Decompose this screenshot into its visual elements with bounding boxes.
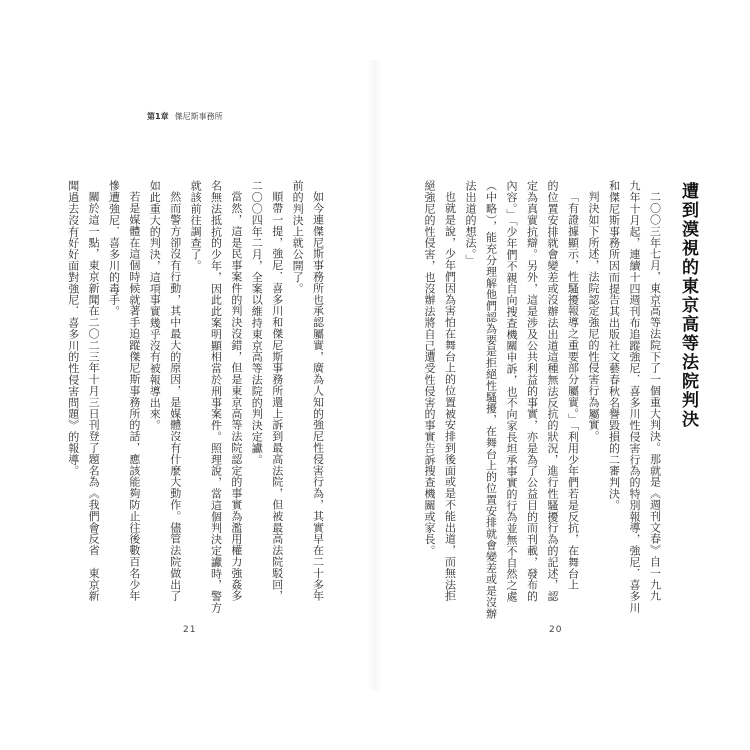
chapter-label: 第1章 [147,112,169,121]
body-line: 二〇〇四年二月，全案以維持東京高等法院的判決定讞。 [250,180,264,465]
body-line: 如今連傑尼斯事務所也承認屬實，廣為人知的強尼性侵害行為，其實早在二十多年 [311,191,325,602]
body-line: 慘遭強尼．喜多川的毒手。 [107,180,121,317]
body-line: 關於這一點，東京新聞在二〇二三年十月三日刊登了題名為《我們會反省 東京新 [87,191,101,602]
body-line: 若是媒體在這個時候就著手追蹤傑尼斯事務所的話，應該能夠防止往後數百名少年 [127,191,141,602]
page-number: 21 [183,625,197,635]
body-line: 也就是說，少年們因為害怕在舞台上的位置被安排到後面或是不能出道，而無法拒 [443,191,457,602]
body-line: 然而警方卻沒有行動，其中最大的原因，是媒體沒有什麼大動作。儘管法院做出了 [168,191,182,602]
body-line: 前的判決上就公開了。 [291,180,305,294]
page-number: 20 [549,625,563,635]
body-line: 絕強尼的性侵害，也沒辦法將自己遭受性侵害的事實告訴搜查機關或家長。 [423,180,436,557]
body-line: 「有證據顯示，性騷擾報導之重要部分屬實。」「利用少年們若是反抗，在舞台上 [566,191,580,591]
body-line: （中略），能充分理解他們認為要是拒絕性騷擾，在舞台上的位置安排就會變差或是沒辦 [484,180,498,620]
body-line: 判決如下所述，法院認定強尼的性侵害行為屬實。 [587,191,600,443]
body-line: 名無法抵抗的少年，因此此案明顯相當於刑事案件。照理說，當這個判決定讞時，警方 [209,180,223,614]
page-gutter [368,60,382,690]
body-line: 順帶一提，強尼．喜多川和傑尼斯事務所還上訴到最高法院，但被最高法院駁回， [270,191,284,602]
body-line: 法出道的想法。」 [464,180,477,266]
body-line: 和傑尼斯事務所因而提告其出版社文藝春秋名譽毀損的二審判決。 [607,180,621,511]
running-header [147,112,223,122]
body-line: 如此重大的判決，這項事實幾乎沒有被報導出來。 [148,180,162,431]
body-line: 聞過去沒有好好面對強尼．喜多川的性侵害問題》的報導。 [66,180,80,477]
chapter-title: 傑尼斯事務所 [174,112,223,121]
body-line: 內容。」「少年們不親自向搜查機關申訴，也不向家長坦承事實的行為並無不自然之處 [505,180,518,603]
section-title: 遭到漠視的東京高等法院判決 [678,182,698,429]
body-line: 當然，這是民事案件的判決沒錯，但是東京高等法院認定的事實為濫用權力強姦多 [229,191,243,602]
body-line: 就該前往調查了。 [189,180,203,272]
body-line: 二〇〇三年七月，東京高等法院下了一個重大判決。那就是《週刊文春》自一九九 [648,191,662,602]
body-line: 定為真實抗辯。另外，這是涉及公共利益的事實，亦是為了公益目的而刊載，發布的 [525,180,539,602]
body-line: 的位置安排就會變差或沒辦法出道這種無法反抗的狀況，進行性騷擾行為的記述，認 [546,180,559,602]
body-line: 九年十月起，連續十四週刊布追蹤強尼．喜多川性侵害行為的特別報導，強尼．喜多川 [628,180,641,614]
